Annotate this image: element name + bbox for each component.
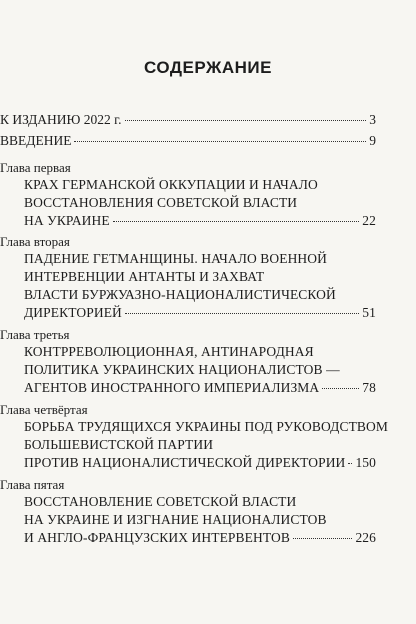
chapter-1-title-line[interactable]: ВОССТАНОВЛЕНИЯ СОВЕТСКОЙ ВЛАСТИ bbox=[24, 195, 298, 210]
chapter-2-page: 51 bbox=[362, 305, 376, 320]
chapter-3-page: 78 bbox=[362, 380, 376, 395]
chapter-2-title-line[interactable]: ПАДЕНИЕ ГЕТМАНЩИНЫ. НАЧАЛО ВОЕННОЙ bbox=[24, 251, 327, 266]
chapter-5-page: 226 bbox=[355, 530, 376, 545]
entry-page: 9 bbox=[369, 133, 376, 148]
entry-label: ВВЕДЕНИЕ bbox=[0, 133, 72, 148]
chapter-4-title-line: ПРОТИВ НАЦИОНАЛИСТИЧЕСКОЙ ДИРЕКТОРИИ bbox=[24, 455, 346, 470]
chapter-1-title-line: НА УКРАИНЕ bbox=[24, 213, 110, 228]
chapter-2-label: Глава вторая bbox=[0, 234, 70, 249]
dot-leader bbox=[322, 388, 359, 389]
chapter-1-title-line[interactable]: КРАХ ГЕРМАНСКОЙ ОККУПАЦИИ И НАЧАЛО bbox=[24, 177, 318, 192]
dot-leader bbox=[113, 221, 360, 222]
chapter-1-page: 22 bbox=[362, 213, 376, 228]
chapter-5-last-line[interactable] bbox=[24, 530, 376, 546]
dot-leader bbox=[74, 141, 366, 142]
dot-leader bbox=[293, 538, 352, 539]
toc-entry-introduction[interactable] bbox=[0, 133, 376, 149]
dot-leader bbox=[125, 313, 359, 314]
dot-leader bbox=[348, 463, 352, 464]
chapter-3-title-line[interactable]: ПОЛИТИКА УКРАИНСКИХ НАЦИОНАЛИСТОВ — bbox=[24, 362, 340, 377]
chapter-3-label: Глава третья bbox=[0, 327, 70, 342]
chapter-4-title-line[interactable]: БОРЬБА ТРУДЯЩИХСЯ УКРАИНЫ ПОД РУКОВОДСТВОМ bbox=[24, 419, 388, 434]
chapter-1-label: Глава первая bbox=[0, 160, 71, 175]
toc-entry-preface[interactable] bbox=[0, 112, 376, 128]
page-title: СОДЕРЖАНИЕ bbox=[144, 58, 272, 77]
chapter-2-title-line: ДИРЕКТОРИЕЙ bbox=[24, 305, 122, 320]
chapter-4-page: 150 bbox=[355, 455, 376, 470]
chapter-4-title-line[interactable]: БОЛЬШЕВИСТСКОЙ ПАРТИИ bbox=[24, 437, 214, 452]
chapter-4-label: Глава четвёртая bbox=[0, 402, 88, 417]
chapter-5-label: Глава пятая bbox=[0, 477, 65, 492]
chapter-2-last-line[interactable] bbox=[24, 305, 376, 321]
chapter-2-title-line[interactable]: ВЛАСТИ БУРЖУАЗНО-НАЦИОНАЛИСТИЧЕСКОЙ bbox=[24, 287, 336, 302]
chapter-2-title-line[interactable]: ИНТЕРВЕНЦИИ АНТАНТЫ И ЗАХВАТ bbox=[24, 269, 265, 284]
entry-page: 3 bbox=[369, 112, 376, 127]
chapter-4-last-line[interactable] bbox=[24, 455, 376, 471]
entry-label: К ИЗДАНИЮ 2022 г. bbox=[0, 112, 122, 127]
chapter-5-title-line[interactable]: НА УКРАИНЕ И ИЗГНАНИЕ НАЦИОНАЛИСТОВ bbox=[24, 512, 327, 527]
chapter-3-title-line: АГЕНТОВ ИНОСТРАННОГО ИМПЕРИАЛИЗМА bbox=[24, 380, 320, 395]
dot-leader bbox=[125, 120, 367, 121]
chapter-3-title-line[interactable]: КОНТРРЕВОЛЮЦИОННАЯ, АНТИНАРОДНАЯ bbox=[24, 344, 314, 359]
chapter-3-last-line[interactable] bbox=[24, 380, 376, 396]
chapter-5-title-line[interactable]: ВОССТАНОВЛЕНИЕ СОВЕТСКОЙ ВЛАСТИ bbox=[24, 494, 297, 509]
chapter-5-title-line: И АНГЛО-ФРАНЦУЗСКИХ ИНТЕРВЕНТОВ bbox=[24, 530, 290, 545]
chapter-1-last-line[interactable] bbox=[24, 213, 376, 229]
